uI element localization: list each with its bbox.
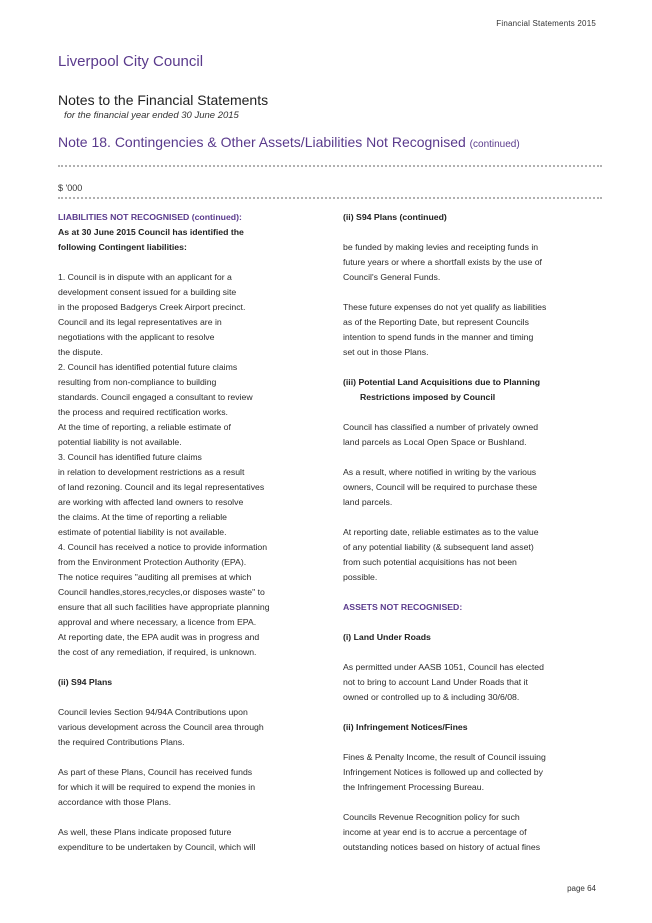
text-line: Councils Revenue Recognition policy for such xyxy=(343,812,520,822)
text-line: possible. xyxy=(343,572,378,582)
text-line: for which it will be required to expend the monies in xyxy=(58,782,256,792)
text-line: ensure that all such facilities have appropriate planning xyxy=(58,602,270,612)
text-line: potential liability is not available. xyxy=(58,437,182,447)
text-line: Council's General Funds. xyxy=(343,272,441,282)
text-line: At the time of reporting, a reliable estimate of xyxy=(58,422,231,432)
text-line: future years or where a shortfall exists by the use of xyxy=(343,257,542,267)
text-line: the claims. At the time of reporting a reliable xyxy=(58,512,228,522)
text-line: These future expenses do not yet qualify as liabilities xyxy=(343,302,547,312)
text-line: Council has classified a number of privately owned xyxy=(343,422,539,432)
text-line: the Infringement Processing Bureau. xyxy=(343,782,485,792)
text-line: are working with affected land owners to resolve xyxy=(58,497,244,507)
right-column xyxy=(343,210,605,855)
text-line: As permitted under AASB 1051, Council has elected xyxy=(343,662,544,672)
text-line: owned or controlled up to & including 30/6/08. xyxy=(343,692,520,702)
text-line: as of the Reporting Date, but represent Councils xyxy=(343,317,529,327)
note-heading-text: Note 18. Contingencies & Other Assets/Liabilities Not Recognised xyxy=(58,134,466,150)
text-line: the cost of any remediation, if required, is unknown. xyxy=(58,647,257,657)
text-line: estimate of potential liability is not available. xyxy=(58,527,227,537)
council-name: Liverpool City Council xyxy=(58,53,204,70)
text-line: 4. Council has received a notice to provide information xyxy=(58,542,268,552)
paragraph-gap xyxy=(343,360,605,375)
paragraph-gap xyxy=(343,405,605,420)
text-line: owners, Council will be required to purchase these xyxy=(343,482,538,492)
text-line: 1. Council is in dispute with an applicant for a xyxy=(58,272,232,282)
note-heading-continued: (continued) xyxy=(469,139,520,150)
section-heading: following Contingent liabilities: xyxy=(58,242,187,252)
divider-top xyxy=(58,165,602,167)
text-line: land parcels as Local Open Space or Bushland. xyxy=(343,437,527,447)
units-label: $ '000 xyxy=(58,183,83,193)
divider-bottom xyxy=(58,197,602,199)
section-heading: (iii) Potential Land Acquisitions due to Planning xyxy=(343,377,541,387)
paragraph-gap xyxy=(343,225,605,240)
section-heading: LIABILITIES NOT RECOGNISED (continued): xyxy=(58,212,242,222)
section-heading: (ii) Infringement Notices/Fines xyxy=(343,722,468,732)
page-title: Notes to the Financial Statements xyxy=(58,92,269,108)
paragraph-gap xyxy=(343,450,605,465)
text-line: outstanding notices based on history of actual fines xyxy=(343,842,541,852)
paragraph-gap xyxy=(58,255,308,270)
text-line: of land rezoning. Council and its legal representatives xyxy=(58,482,265,492)
text-line: in the proposed Badgerys Creek Airport precinct. xyxy=(58,302,246,312)
text-line: be funded by making levies and receipting funds in xyxy=(343,242,539,252)
paragraph-gap xyxy=(58,660,308,675)
text-line: the dispute. xyxy=(58,347,103,357)
text-line: expenditure to be undertaken by Council, which will xyxy=(58,842,256,852)
paragraph-gap xyxy=(343,795,605,810)
paragraph-gap xyxy=(343,615,605,630)
paragraph-gap xyxy=(58,810,308,825)
text-line: various development across the Council area through xyxy=(58,722,264,732)
section-heading: (ii) S94 Plans xyxy=(58,677,113,687)
text-line: land parcels. xyxy=(343,497,393,507)
text-line: The notice requires "auditing all premises at which xyxy=(58,572,252,582)
page-subtitle: for the financial year ended 30 June 2015 xyxy=(64,110,239,121)
section-heading: (i) Land Under Roads xyxy=(343,632,431,642)
text-line: from the Environment Protection Authority (EPA). xyxy=(58,557,247,567)
section-heading: ASSETS NOT RECOGNISED: xyxy=(343,602,463,612)
text-line: accordance with those Plans. xyxy=(58,797,172,807)
text-line: Council and its legal representatives are in xyxy=(58,317,222,327)
paragraph-gap xyxy=(343,645,605,660)
text-line: Council handles,stores,recycles,or disposes waste" to xyxy=(58,587,265,597)
paragraph-gap xyxy=(343,285,605,300)
paragraph-gap xyxy=(343,585,605,600)
text-line: negotiations with the applicant to resolve xyxy=(58,332,215,342)
text-line: of any potential liability (& subsequent land asset) xyxy=(343,542,534,552)
text-line: At reporting date, the EPA audit was in progress and xyxy=(58,632,260,642)
text-line: As part of these Plans, Council has received funds xyxy=(58,767,253,777)
text-line: development consent issued for a building site xyxy=(58,287,237,297)
section-heading: As at 30 June 2015 Council has identified the xyxy=(58,227,244,237)
text-line: Council levies Section 94/94A Contributions upon xyxy=(58,707,248,717)
text-line: As well, these Plans indicate proposed future xyxy=(58,827,232,837)
text-line: from such potential acquisitions has not been xyxy=(343,557,517,567)
text-line: As a result, where notified in writing by the various xyxy=(343,467,537,477)
text-line: not to bring to account Land Under Roads that it xyxy=(343,677,528,687)
paragraph-gap xyxy=(343,735,605,750)
text-line: income at year end is to accrue a percentage of xyxy=(343,827,527,837)
section-heading: (ii) S94 Plans (continued) xyxy=(343,212,447,222)
paragraph-gap xyxy=(343,510,605,525)
text-line: Infringement Notices is followed up and collected by xyxy=(343,767,543,777)
running-header: Financial Statements 2015 xyxy=(496,19,596,28)
text-line: the required Contributions Plans. xyxy=(58,737,185,747)
text-line: set out in those Plans. xyxy=(343,347,429,357)
paragraph-gap xyxy=(343,705,605,720)
section-heading: Restrictions imposed by Council xyxy=(360,392,496,402)
note-heading xyxy=(58,134,520,150)
text-line: resulting from non-compliance to building xyxy=(58,377,217,387)
text-line: in relation to development restrictions as a result xyxy=(58,467,245,477)
text-line: Fines & Penalty Income, the result of Council issuing xyxy=(343,752,546,762)
text-line: intention to spend funds in the manner and timing xyxy=(343,332,534,342)
paragraph-gap xyxy=(58,750,308,765)
text-line: 2. Council has identified potential future claims xyxy=(58,362,238,372)
paragraph-gap xyxy=(58,690,308,705)
text-line: approval and where necessary, a licence from EPA. xyxy=(58,617,257,627)
text-line: standards. Council engaged a consultant to review xyxy=(58,392,253,402)
text-line: At reporting date, reliable estimates as to the value xyxy=(343,527,539,537)
left-column xyxy=(58,210,308,855)
page-number: page 64 xyxy=(567,884,596,893)
text-line: the process and required rectification works. xyxy=(58,407,228,417)
text-line: 3. Council has identified future claims xyxy=(58,452,202,462)
